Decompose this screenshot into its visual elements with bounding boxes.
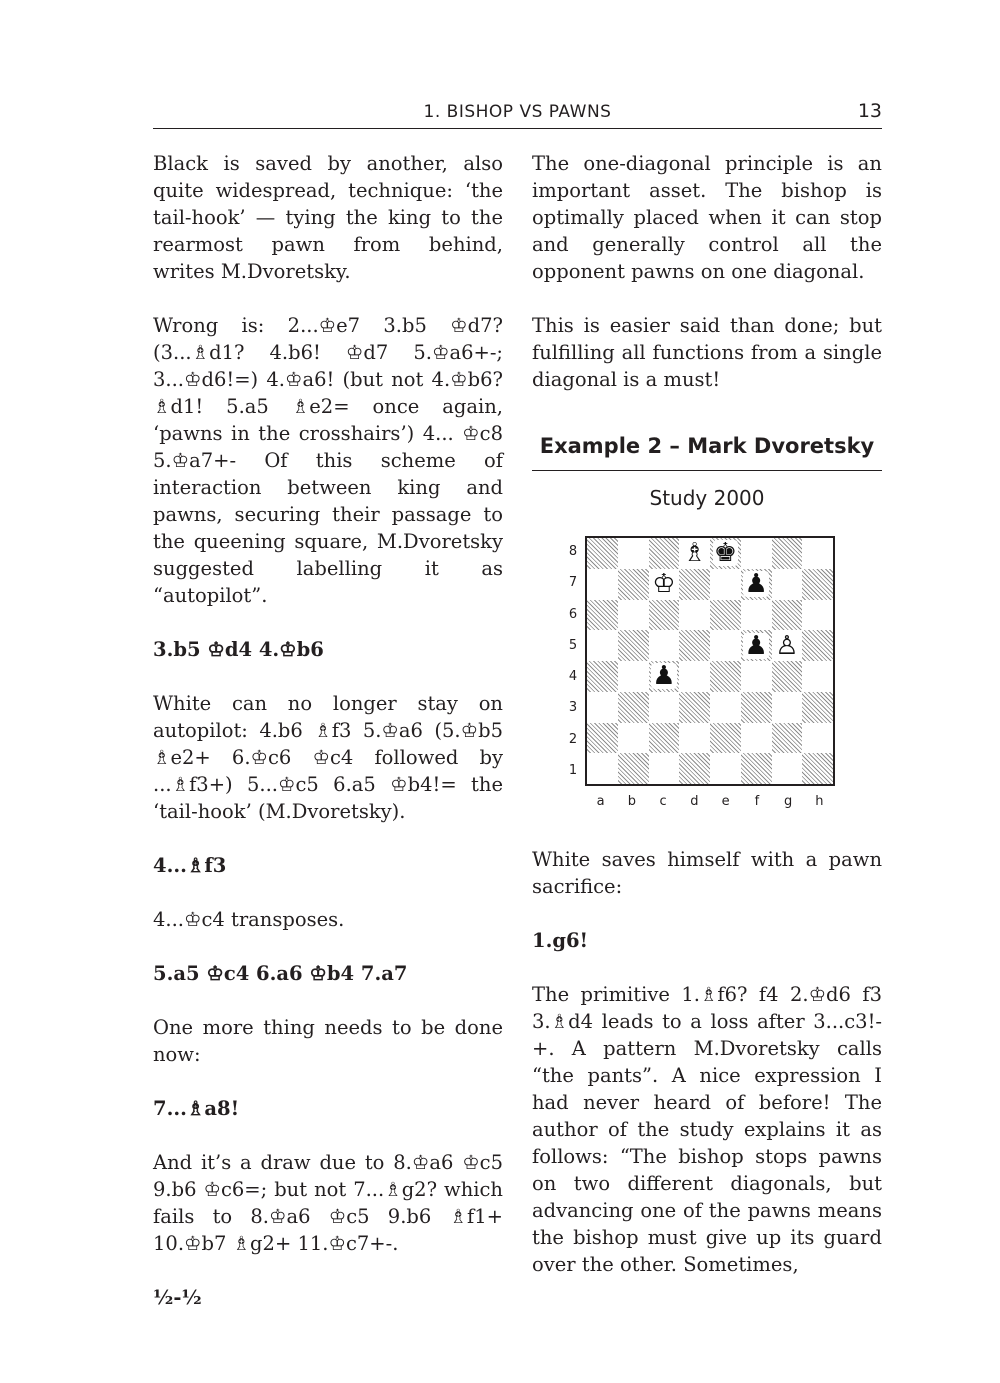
paragraph: Wrong is: 2...♔e7 3.b5 ♔d7? (3...♗d1? 4.b6! ♔d7 5.♔a6+-; 3...♔d6!=) 4.♔a6! (but not 4.♔b6? ♗d1! 5.a5 ♗e2= once again, ‘pawns in the crosshairs’) 4... ♔c8 5.♔a7+- Of this scheme of interaction between king and pawns, securing their passage to the queening square, M.Dvoretsky suggested labelling it as “autopilot”. [153, 314, 503, 607]
square-a4 [587, 661, 618, 692]
square-e1 [710, 753, 741, 784]
paragraph: The primitive 1.♗f6? f4 2.♔d6 f3 3.♗d4 leads to a loss after 3...c3!-+. A pattern M.Dvoretsky calls “the pants”. A nice expression I had never heard of before! The author of the study explains it as follows: “The bishop stops pawns on two different diagonals, but advancing one of the pawns means the bishop must give up its guard over the other. Sometimes, [532, 983, 882, 1276]
square-f8 [741, 538, 772, 569]
square-g8 [772, 538, 803, 569]
square-h8 [802, 538, 833, 569]
square-d4 [679, 661, 710, 692]
square-g3 [772, 692, 803, 723]
square-d5 [679, 630, 710, 661]
page-number: 13 [857, 100, 882, 122]
square-c2 [649, 723, 680, 754]
square-e6 [710, 600, 741, 631]
square-h1 [802, 753, 833, 784]
square-a1 [587, 753, 618, 784]
rank-label: 8 [568, 544, 578, 560]
square-b3 [618, 692, 649, 723]
square-h2 [802, 723, 833, 754]
piece-glyph: ♚ [713, 538, 738, 569]
square-e4 [710, 661, 741, 692]
square-g4 [772, 661, 803, 692]
piece-glyph: ♗ [682, 538, 707, 569]
square-h5 [802, 630, 833, 661]
rank-label: 3 [568, 700, 578, 716]
square-h6 [802, 600, 833, 631]
square-f4 [741, 661, 772, 692]
white-king-icon [649, 569, 680, 600]
square-c6 [649, 600, 680, 631]
square-b1 [618, 753, 649, 784]
diagram-caption: Study 2000 [649, 486, 765, 510]
square-a8 [587, 538, 618, 569]
rank-label: 5 [568, 637, 578, 653]
piece-glyph: ♟ [652, 661, 676, 692]
rank-label: 1 [568, 762, 578, 778]
black-king-icon [710, 538, 741, 569]
square-h7 [802, 569, 833, 600]
left-column [153, 150, 503, 1338]
square-c8 [649, 538, 680, 569]
square-a3 [587, 692, 618, 723]
right-column [532, 150, 882, 1305]
square-h4 [802, 661, 833, 692]
file-label: d [690, 794, 699, 809]
black-pawn-icon [649, 661, 680, 692]
square-a5 [587, 630, 618, 661]
square-a6 [587, 600, 618, 631]
square-c5 [649, 630, 680, 661]
square-d2 [679, 723, 710, 754]
square-f6 [741, 600, 772, 631]
piece-glyph: ♟ [744, 569, 768, 600]
square-a2 [587, 723, 618, 754]
paragraph: White can no longer stay on autopilot: 4.b6 ♗f3 5.♔a6 (5.♔b5 ♗e2+ 6.♔c6 ♔c4 followed by ...♗f3+) 5...♔c5 6.a5 ♔b4!= the ‘tail-hook’ (M.Dvoretsky). [153, 692, 503, 823]
rank-labels [565, 536, 581, 786]
square-c1 [649, 753, 680, 784]
move-line: 3.b5 ♔d4 4.♔b6 [153, 638, 324, 661]
square-d7 [679, 569, 710, 600]
square-e2 [710, 723, 741, 754]
square-g2 [772, 723, 803, 754]
paragraph: The one-diagonal principle is an important asset. The bishop is optimally placed when it can stop and generally control all the opponent pawns on one diagonal. [532, 152, 882, 283]
running-title: 1. BISHOP VS PAWNS [423, 102, 612, 122]
chess-diagram [532, 522, 882, 812]
move-line: 1.g6! [532, 929, 589, 952]
example-heading: Example 2 – Mark Dvoretsky [532, 433, 882, 471]
square-d3 [679, 692, 710, 723]
file-labels [585, 788, 835, 808]
move-line: 5.a5 ♔c4 6.a6 ♔b4 7.a7 [153, 962, 408, 985]
file-label: h [815, 794, 824, 809]
square-e5 [710, 630, 741, 661]
piece-glyph: ♔ [652, 569, 676, 600]
rank-label: 7 [568, 575, 578, 591]
square-d6 [679, 600, 710, 631]
square-b8 [618, 538, 649, 569]
square-d8 [679, 538, 710, 569]
white-bishop-icon [679, 538, 710, 569]
square-g7 [772, 569, 803, 600]
square-e3 [710, 692, 741, 723]
file-label: g [783, 794, 793, 809]
file-label: c [659, 794, 667, 809]
square-b2 [618, 723, 649, 754]
square-f3 [741, 692, 772, 723]
square-b5 [618, 630, 649, 661]
white-pawn-icon [772, 630, 803, 661]
file-label: e [721, 794, 730, 809]
square-f7 [741, 569, 772, 600]
black-pawn-icon [741, 569, 772, 600]
rank-label: 2 [568, 731, 578, 747]
move-line: 4...♗f3 [153, 854, 227, 877]
piece-glyph: ♟ [744, 630, 768, 661]
square-h3 [802, 692, 833, 723]
square-c4 [649, 661, 680, 692]
rank-label: 6 [568, 606, 578, 622]
file-label: b [627, 794, 636, 809]
paragraph: One more thing needs to be done now: [153, 1016, 503, 1066]
square-b6 [618, 600, 649, 631]
move-line: 7...♗a8! [153, 1097, 240, 1120]
square-f5 [741, 630, 772, 661]
file-label: f [754, 794, 760, 809]
paragraph: 4...♔c4 transposes. [153, 908, 345, 931]
paragraph: And it’s a draw due to 8.♔a6 ♔c5 9.b6 ♔c6=; but not 7...♗g2? which fails to 8.♔a6 ♔c5 9.b6 ♗f1+ 10.♔b7 ♗g2+ 11.♔c7+-. [153, 1151, 503, 1255]
square-g5 [772, 630, 803, 661]
running-header [153, 100, 882, 129]
black-pawn-icon [741, 630, 772, 661]
square-g1 [772, 753, 803, 784]
square-c7 [649, 569, 680, 600]
paragraph: Black is saved by another, also quite widespread, technique: ‘the tail-hook’ — tying the king to the rearmost pawn from behind, writes M.Dvoretsky. [153, 152, 503, 283]
file-label: a [596, 794, 605, 809]
square-d1 [679, 753, 710, 784]
square-a7 [587, 569, 618, 600]
piece-glyph: ♙ [775, 630, 799, 661]
square-f1 [741, 753, 772, 784]
square-c3 [649, 692, 680, 723]
square-b7 [618, 569, 649, 600]
result: ½-½ [153, 1286, 202, 1309]
chess-board [585, 536, 835, 786]
paragraph: This is easier said than done; but fulfilling all functions from a single diagonal is a must! [532, 314, 882, 391]
square-e8 [710, 538, 741, 569]
square-g6 [772, 600, 803, 631]
square-f2 [741, 723, 772, 754]
paragraph: White saves himself with a pawn sacrifice: [532, 848, 882, 898]
square-b4 [618, 661, 649, 692]
square-e7 [710, 569, 741, 600]
rank-label: 4 [568, 669, 578, 685]
